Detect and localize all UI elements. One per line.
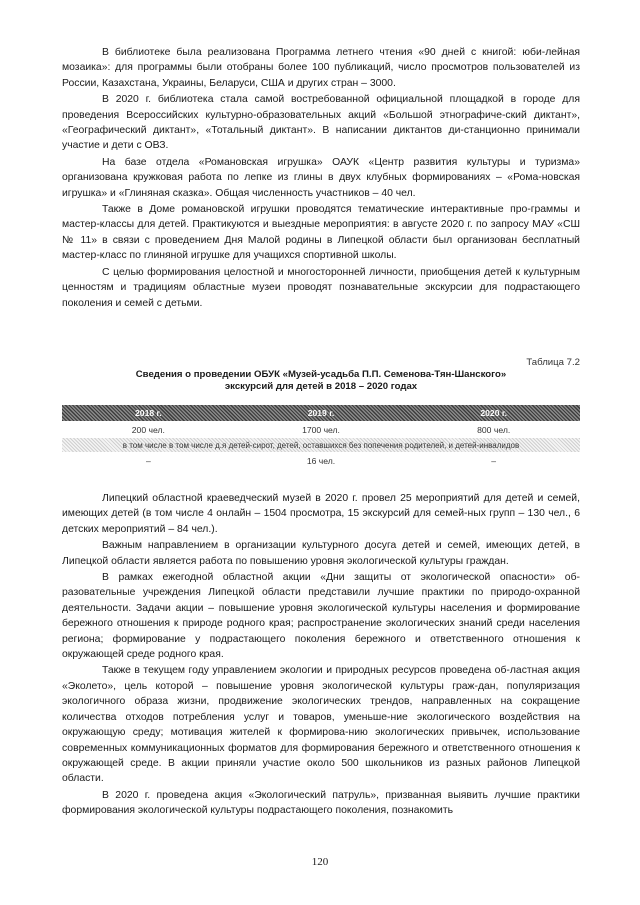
table-header-cell: 2019 г. — [307, 408, 335, 418]
body-text-top — [62, 45, 580, 312]
table-cell: 200 чел. — [131, 424, 165, 435]
paragraph: В рамках ежегодной областной акции «Дни защиты от экологической опасности» об-разовательные учреждения Липецкой области представили лучшие практики по природо-охранной деятельности. Задачи акции – повышение уровня экологической культуры населения и формирование бережного отношения к природе родного края; распространение экологических знаний среди населения региона; формирование у подрастающего поколения бережного и ответственного отношения к окружающей среде родного края. — [62, 572, 580, 661]
table-header-cell: 2020 г. — [480, 408, 507, 418]
table-cell: 16 чел. — [306, 455, 336, 466]
paragraph: Важным направлением в организации культурного досуга детей и семей, имеющих детей, в Липецкой области является работа по повышению уровня экологической культуры граждан. — [62, 540, 580, 567]
table-title-line: Сведения о проведении ОБУК «Музей-усадьба П.П. Семенова-Тян-Шанского» — [135, 369, 507, 380]
paragraph: С целью формирования целостной и многосторонней личности, приобщения детей к культурным ценностям и традициям областные музеи проводят познавательные экскурсии для подрастающего поколения и семей с детьми. — [62, 266, 580, 309]
table-cell: – — [491, 455, 497, 466]
table-title — [62, 369, 580, 393]
paragraph: В 2020 г. библиотека стала самой востребованной официальной площадкой в городе для проведения Всероссийских культурно-образовательных акций «Большой этнографиче-ский диктант», «Географический диктант», «Тотальный диктант». В написании диктантов ди-станционно принимали участие и дети с ОВЗ. — [62, 94, 580, 152]
data-table — [62, 405, 580, 469]
table-span-row: в том числе в том числе д.я детей-сирот, детей, оставшихся без попечения родителей, и детей-инвалидов — [62, 438, 580, 452]
table-cell: 800 чел. — [477, 424, 511, 435]
table-title-line: экскурсий для детей в 2018 – 2020 годах — [224, 381, 418, 392]
page-number: 120 — [311, 856, 329, 868]
paragraph: Также в текущем году управлением экологии и природных ресурсов проведена об-ластная акция «Эколето», цель которой – повышение уровня экологической культуры граж-дан, популяризация экологичного образа жизни, продвижение экологических трендов, направленных на сокращение количества отходов потребления услуг и товаров, уменьше-ние экологического воздействия на окружающую среду; мотивация жителей к формирова-нию экологических привычек, использование современных коммуникационных форматов для формирования бережного и ответственного отношения к окружающей среде. В акции приняли участие около 500 школьников из разных районов Липецкой области. — [62, 665, 580, 785]
table-cell: 1700 чел. — [302, 424, 340, 435]
table-cell: – — [145, 455, 151, 466]
table-caption: Таблица 7.2 — [526, 357, 580, 368]
paragraph: Также в Доме романовской игрушки проводятся тематические интерактивные про-граммы и мастер-классы для детей. Практикуются и выездные мероприятия: в августе 2020 г. по запросу МАУ «СШ № 11» в связи с проведением Дня Малой родины в Липецкой области был организован бесплатный мастер-класс по глиняной игрушке для учащихся спортивной школы. — [62, 204, 580, 262]
table-row — [62, 421, 580, 438]
paragraph: В библиотеке была реализована Программа летнего чтения «90 дней с книгой: юби-лейная мозаика»: для программы были отобраны более 100 публикаций, число просмотров пользователей из России, Казахстана, Украины, Беларуси, США и других стран – 3000. — [62, 47, 580, 89]
paragraph: Липецкий областной краеведческий музей в 2020 г. провел 25 мероприятий для детей и семей, имеющих детей (в том числе 4 онлайн – 1504 просмотра, 15 экскурсий для семей-ных групп – 130 чел., 6 детских мероприятий – 84 чел.). — [62, 493, 580, 535]
table-row — [62, 452, 580, 469]
table-header-cell: 2018 г. — [135, 408, 162, 418]
body-text-bottom — [62, 491, 580, 820]
paragraph: На базе отдела «Романовская игрушка» ОАУК «Центр развития культуры и туризма» организована кружковая работа по лепке из глины в двух клубных формированиях – «Рома-новская игрушка» и «Глиняная сказка». Общая численность участников – 40 чел. — [62, 156, 580, 199]
paragraph: В 2020 г. проведена акция «Экологический патруль», призванная выявить лучшие практики формирования экологической культуры подрастающего поколения, познакомить — [62, 789, 580, 817]
table-header-row — [62, 405, 580, 421]
